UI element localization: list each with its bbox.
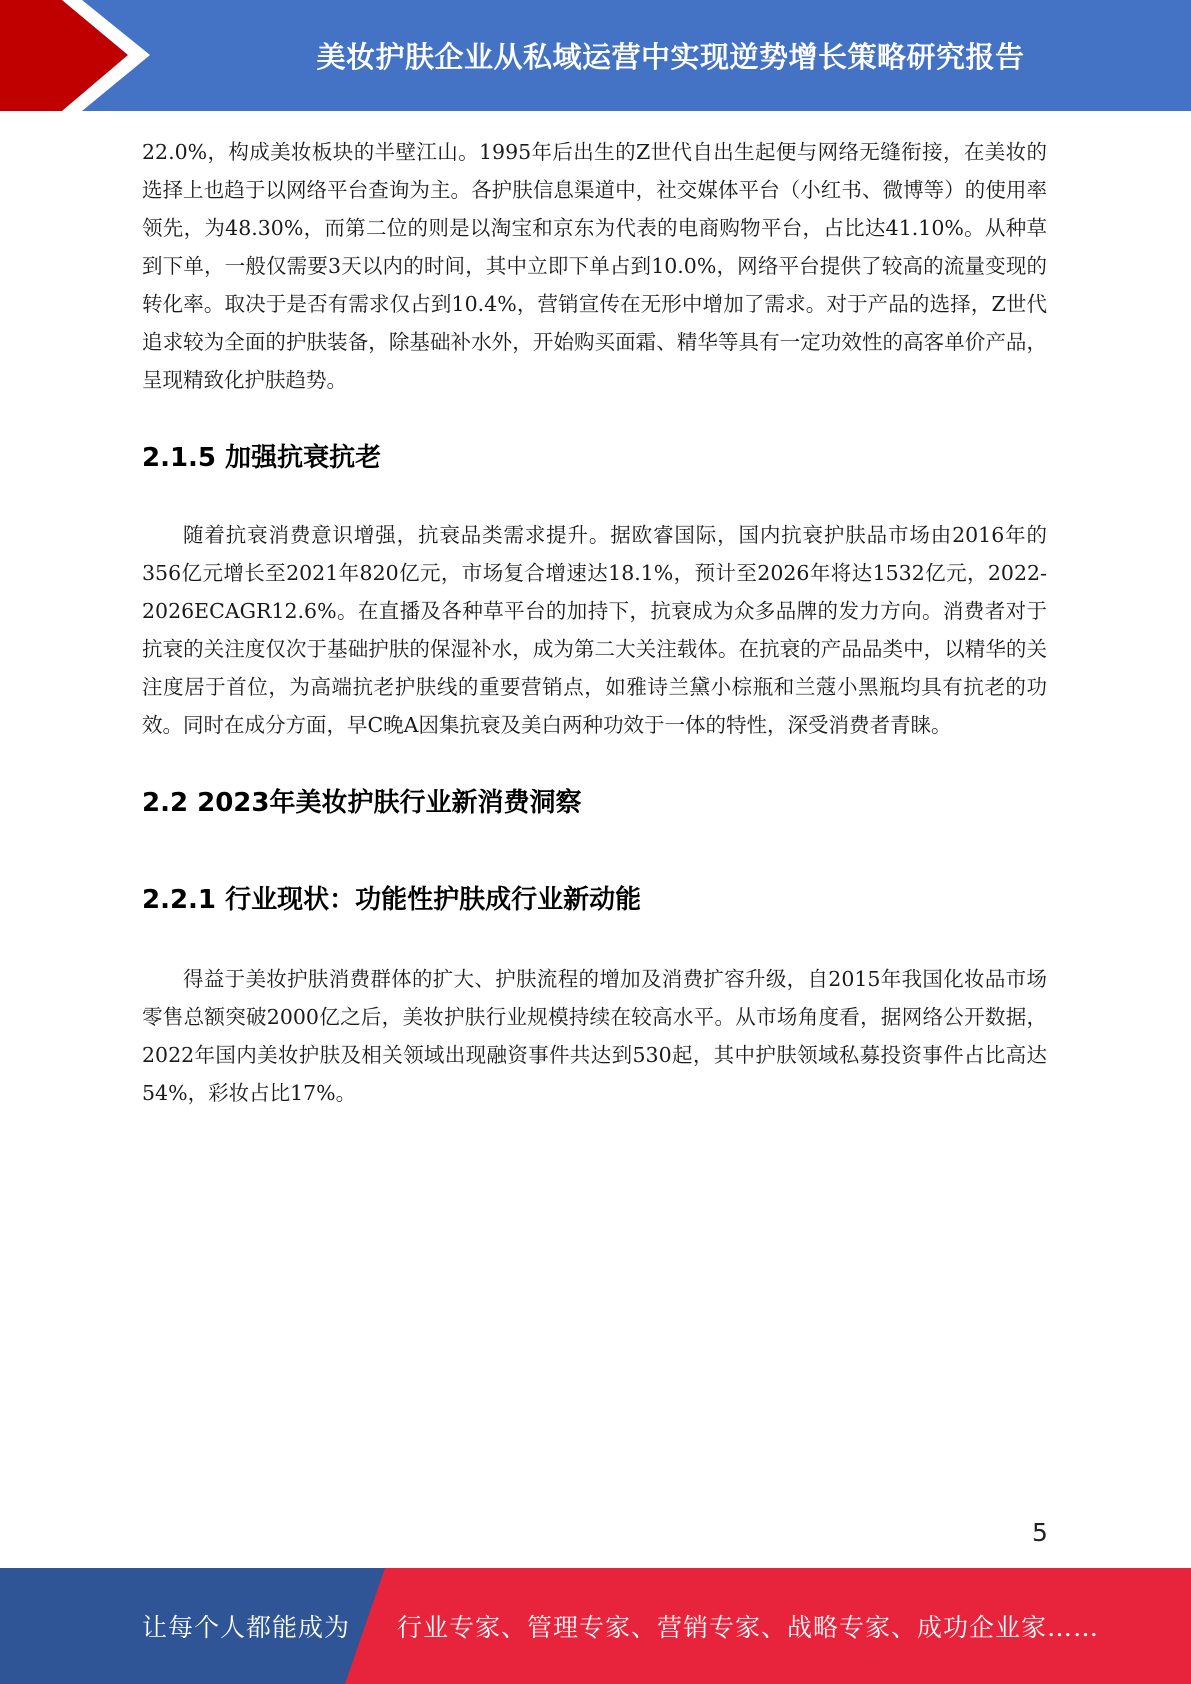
page-number: 5 (1032, 1518, 1048, 1547)
section-heading-2-2: 2.2 2023年美妆护肤行业新消费洞察 (142, 788, 582, 818)
section-heading-2-1-5: 2.1.5 加强抗衰抗老 (142, 443, 382, 473)
section-heading-2-2-1: 2.2.1 行业现状：功能性护肤成行业新动能 (142, 885, 642, 915)
report-title: 美妆护肤企业从私域运营中实现逆势增长策略研究报告 (316, 40, 1025, 74)
footer-slogan-left: 让每个人都能成为 (142, 1613, 351, 1642)
page-body (142, 133, 1047, 1112)
paragraph-industry-status: 得益于美妆护肤消费群体的扩大、护肤流程的增加及消费扩容升级，自2015年我国化妆品市场零售总额突破2000亿之后，美妆护肤行业规模持续在较高水平。从市场角度看，据网络公开数据，2022年国内美妆护肤及相关领域出现融资事件共达到530起，其中护肤领域私募投资事件占比高达54%，彩妆占比17%。 (142, 967, 1047, 1105)
footer-slogan-right: 行业专家、管理专家、营销专家、战略专家、成功企业家…… (397, 1613, 1100, 1642)
page-header (0, 0, 1191, 111)
page-footer (0, 1568, 1191, 1684)
paragraph-z-generation: 22.0%，构成美妆板块的半壁江山。1995年后出生的Z世代自出生起便与网络无缝衔接，在美妆的选择上也趋于以网络平台查询为主。各护肤信息渠道中，社交媒体平台（小红书、微博等）的使用率领先，为48.30%，而第二位的则是以淘宝和京东为代表的电商购物平台，占比达41.10%。从种草到下单，一般仅需要3天以内的时间，其中立即下单占到10.0%，网络平台提供了较高的流量变现的转化率。取决于是否有需求仅占到10.4%，营销宣传在无形中增加了需求。对于产品的选择，Z世代追求较为全面的护肤装备，除基础补水外，开始购买面霜、精华等具有一定功效性的高客单价产品，呈现精致化护肤趋势。 (142, 140, 1047, 392)
paragraph-anti-aging: 随着抗衰消费意识增强，抗衰品类需求提升。据欧睿国际，国内抗衰护肤品市场由2016年的356亿元增长至2021年820亿元，市场复合增速达18.1%，预计至2026年将达1532亿元，2022-2026ECAGR12.6%。在直播及各种草平台的加持下，抗衰成为众多品牌的发力方向。消费者对于抗衰的关注度仅次于基础护肤的保湿补水，成为第二大关注载体。在抗衰的产品品类中，以精华的关注度居于首位，为高端抗老护肤线的重要营销点，如雅诗兰黛小棕瓶和兰蔻小黑瓶均具有抗老的功效。同时在成分方面，早C晚A因集抗衰及美白两种功效于一体的特性，深受消费者青睐。 (142, 523, 1047, 737)
